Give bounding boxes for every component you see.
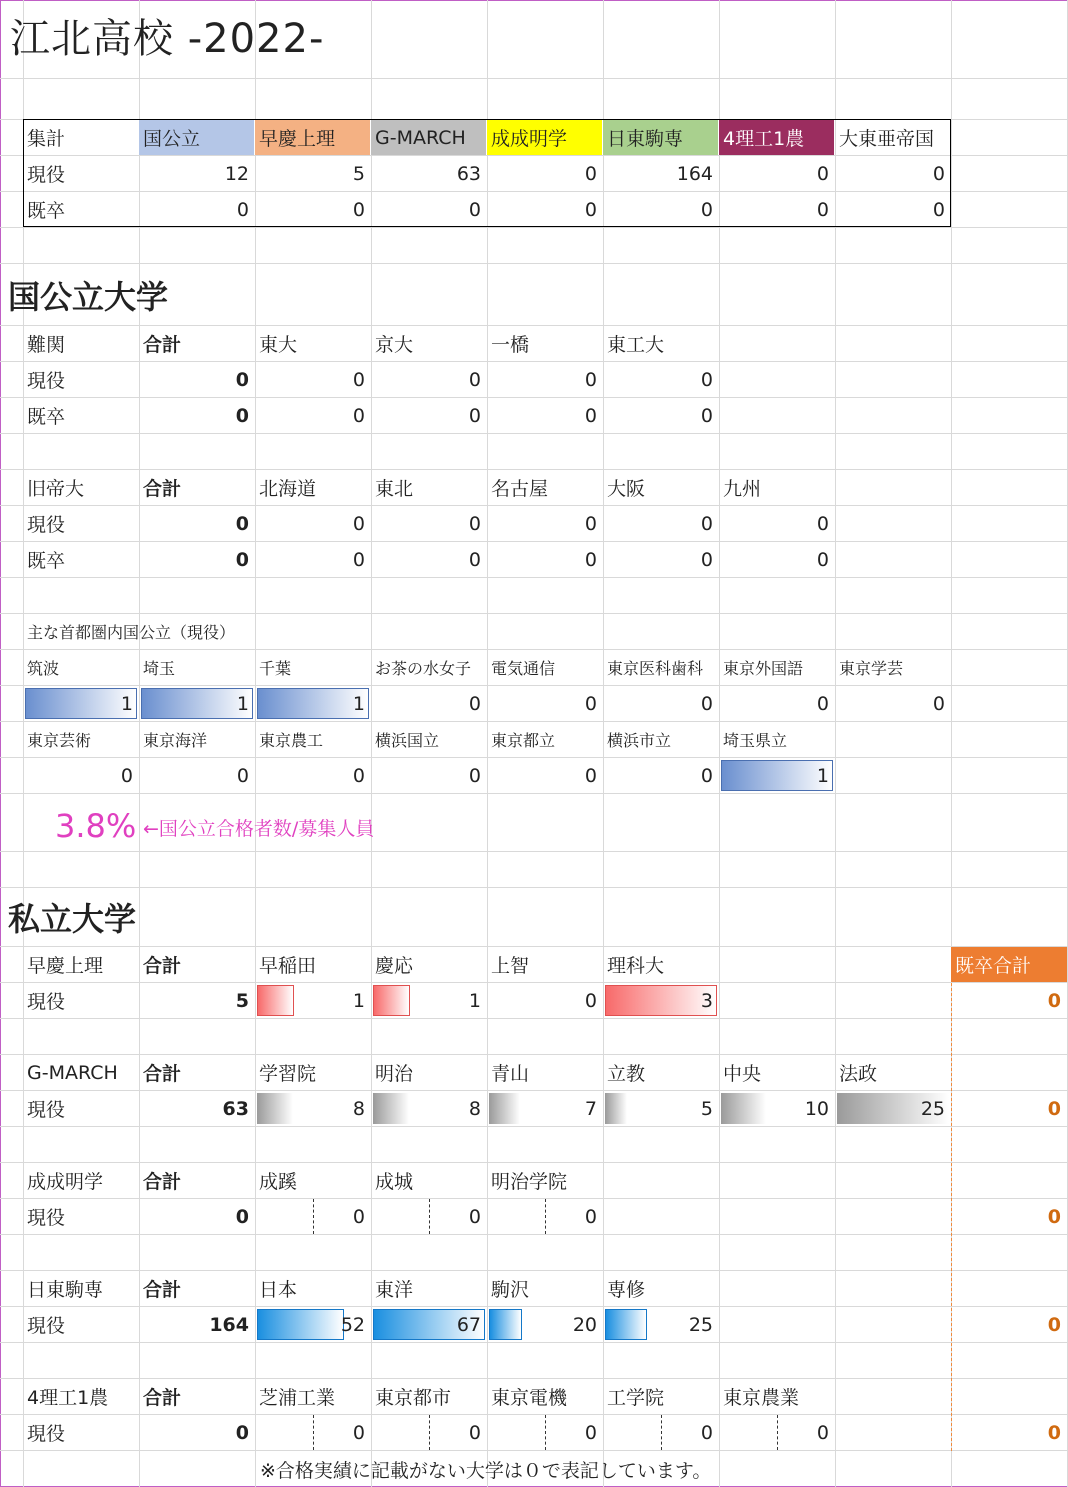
summary-cell: 0 xyxy=(932,162,945,185)
university-count: 25 xyxy=(688,1313,713,1336)
university-header: 北海道 xyxy=(259,478,317,500)
university-count: 1 xyxy=(352,989,365,1012)
university-count: 0 xyxy=(700,512,713,535)
university-header: 法政 xyxy=(839,1063,878,1085)
group-total: 164 xyxy=(209,1313,249,1336)
university-header: 合計 xyxy=(143,478,182,500)
university-count: 0 xyxy=(584,692,597,715)
university-count: 0 xyxy=(352,404,365,427)
row-label: 現役 xyxy=(27,514,66,536)
university-header: 東京農業 xyxy=(723,1387,800,1409)
summary-row-label: 既卒 xyxy=(27,200,66,222)
university-header: 東京電機 xyxy=(491,1387,568,1409)
university-count: 0 xyxy=(816,692,829,715)
university-header: 学習院 xyxy=(259,1063,317,1085)
group-total: 5 xyxy=(235,989,249,1012)
university-count: 0 xyxy=(584,1421,597,1444)
university-count: 0 xyxy=(468,764,481,787)
university-count: 1 xyxy=(236,692,249,715)
university-header: 合計 xyxy=(143,1279,182,1301)
university-header: 九州 xyxy=(723,478,762,500)
university-count: 0 xyxy=(352,368,365,391)
university-count: 0 xyxy=(468,1421,481,1444)
university-count: 0 xyxy=(584,1205,597,1228)
university-count: 0 xyxy=(352,1205,365,1228)
row-label: 既卒 xyxy=(27,550,66,572)
university-header: 横浜国立 xyxy=(375,731,440,750)
university-header: 上智 xyxy=(491,955,530,977)
university-header: 日本 xyxy=(259,1279,298,1301)
university-count: 25 xyxy=(920,1097,945,1120)
summary-cell: 0 xyxy=(816,198,829,221)
university-count: 5 xyxy=(700,1097,713,1120)
university-header: 駒沢 xyxy=(491,1279,530,1301)
university-header: 東京医科歯科 xyxy=(607,659,704,678)
university-header: 東京外国語 xyxy=(723,659,804,678)
university-count: 0 xyxy=(584,764,597,787)
row-label: 現役 xyxy=(27,1207,66,1229)
group-total: 63 xyxy=(222,1097,249,1120)
university-count: 0 xyxy=(700,548,713,571)
university-count: 1 xyxy=(120,692,133,715)
university-header: 埼玉県立 xyxy=(723,731,788,750)
university-count: 0 xyxy=(352,764,365,787)
university-count: 1 xyxy=(816,764,829,787)
university-count: 0 xyxy=(816,1421,829,1444)
university-header: 千葉 xyxy=(259,659,292,678)
group-total: 0 xyxy=(235,1205,249,1228)
summary-cell: 0 xyxy=(584,162,597,185)
summary-header-5: 日東駒専 xyxy=(603,120,718,155)
university-header: 電気通信 xyxy=(491,659,556,678)
university-count: 0 xyxy=(700,404,713,427)
university-count: 0 xyxy=(352,1421,365,1444)
university-count: 0 xyxy=(352,548,365,571)
university-count: 0 xyxy=(584,989,597,1012)
university-header: 東工大 xyxy=(607,334,665,356)
group-total: 0 xyxy=(235,548,249,571)
university-header: 明治 xyxy=(375,1063,414,1085)
university-count: 20 xyxy=(572,1313,597,1336)
university-count: 0 xyxy=(816,512,829,535)
summary-header-7: 大東亜帝国 xyxy=(839,128,935,150)
row-label: 現役 xyxy=(27,1423,66,1445)
group-total: 0 xyxy=(235,512,249,535)
university-count: 0 xyxy=(120,764,133,787)
kisotsu-total-value: 0 xyxy=(1047,989,1061,1012)
university-header: 合計 xyxy=(143,1063,182,1085)
university-count: 0 xyxy=(584,368,597,391)
summary-cell: 0 xyxy=(584,198,597,221)
university-count: 0 xyxy=(584,404,597,427)
university-count: 0 xyxy=(816,548,829,571)
summary-header-2: 早慶上理 xyxy=(255,120,370,155)
university-header: 東北 xyxy=(375,478,414,500)
university-header: 明治学院 xyxy=(491,1171,568,1193)
summary-header-6: 4理工1農 xyxy=(719,120,834,155)
group-label: 日東駒専 xyxy=(27,1279,104,1301)
university-count: 0 xyxy=(700,368,713,391)
university-count: 8 xyxy=(352,1097,365,1120)
summary-row-label: 現役 xyxy=(27,164,66,186)
university-header: 東京都市 xyxy=(375,1387,452,1409)
university-header: 慶応 xyxy=(375,955,414,977)
summary-cell: 0 xyxy=(816,162,829,185)
capital-list-title: 主な首都圏内国公立（現役） xyxy=(27,623,236,642)
group-total: 0 xyxy=(235,368,249,391)
university-header: 大阪 xyxy=(607,478,646,500)
university-count: 3 xyxy=(700,989,713,1012)
university-count: 1 xyxy=(352,692,365,715)
kisotsu-total-value: 0 xyxy=(1047,1097,1061,1120)
university-count: 0 xyxy=(932,692,945,715)
university-header: 一橋 xyxy=(491,334,530,356)
group-label: G-MARCH xyxy=(27,1061,118,1084)
university-header: 名古屋 xyxy=(491,478,549,500)
university-header: 青山 xyxy=(491,1063,530,1085)
university-header: 合計 xyxy=(143,1171,182,1193)
national-heading: 国公立大学 xyxy=(8,278,169,316)
university-count: 0 xyxy=(352,512,365,535)
university-count: 0 xyxy=(468,512,481,535)
university-header: 東大 xyxy=(259,334,298,356)
kisotsu-total-value: 0 xyxy=(1047,1313,1061,1336)
university-count: 7 xyxy=(584,1097,597,1120)
university-header: 成城 xyxy=(375,1171,414,1193)
summary-cell: 0 xyxy=(236,198,249,221)
summary-cell: 164 xyxy=(676,162,713,185)
row-label: 現役 xyxy=(27,991,66,1013)
university-header: 東京農工 xyxy=(259,731,324,750)
university-count: 0 xyxy=(700,764,713,787)
university-count: 0 xyxy=(468,404,481,427)
university-header: 横浜市立 xyxy=(607,731,672,750)
university-count: 0 xyxy=(236,764,249,787)
group-label: 早慶上理 xyxy=(27,955,104,977)
university-count: 0 xyxy=(700,692,713,715)
university-header: 合計 xyxy=(143,334,182,356)
university-count: 1 xyxy=(468,989,481,1012)
university-header: お茶の水女子 xyxy=(375,659,472,678)
university-header: 筑波 xyxy=(27,659,60,678)
group-label: 4理工1農 xyxy=(27,1387,109,1409)
university-header: 埼玉 xyxy=(143,659,176,678)
university-count: 0 xyxy=(584,512,597,535)
kisotsu-total-header: 既卒合計 xyxy=(951,947,1067,982)
university-header: 早稲田 xyxy=(259,955,317,977)
summary-cell: 0 xyxy=(932,198,945,221)
university-header: 合計 xyxy=(143,955,182,977)
row-label: 現役 xyxy=(27,1315,66,1337)
summary-cell: 63 xyxy=(456,162,481,185)
group-label: 成成明学 xyxy=(27,1171,104,1193)
university-header: 東京都立 xyxy=(491,731,556,750)
row-label: 既卒 xyxy=(27,406,66,428)
summary-header-4: 成成明学 xyxy=(487,120,602,155)
university-count: 0 xyxy=(468,692,481,715)
university-count: 52 xyxy=(340,1313,365,1336)
university-count: 0 xyxy=(700,1421,713,1444)
university-count: 10 xyxy=(804,1097,829,1120)
summary-cell: 0 xyxy=(700,198,713,221)
university-header: 合計 xyxy=(143,1387,182,1409)
university-header: 東京学芸 xyxy=(839,659,904,678)
summary-cell: 0 xyxy=(468,198,481,221)
national-ratio-note: ←国公立合格者数/募集人員 xyxy=(143,817,375,840)
row-label: 現役 xyxy=(27,1099,66,1121)
footnote: ※合格実績に記載がない大学は０で表記しています。 xyxy=(260,1459,712,1482)
university-count: 8 xyxy=(468,1097,481,1120)
university-header: 立教 xyxy=(607,1063,646,1085)
university-header: 東京海洋 xyxy=(143,731,208,750)
university-count: 0 xyxy=(584,548,597,571)
group-label: 旧帝大 xyxy=(27,478,85,500)
university-header: 成蹊 xyxy=(259,1171,298,1193)
row-label: 現役 xyxy=(27,370,66,392)
university-header: 理科大 xyxy=(607,955,665,977)
summary-header-1: 国公立 xyxy=(139,120,254,155)
summary-cell: 12 xyxy=(224,162,249,185)
summary-cell: 5 xyxy=(352,162,365,185)
summary-cell: 0 xyxy=(352,198,365,221)
university-header: 工学院 xyxy=(607,1387,665,1409)
summary-header-label: 集計 xyxy=(27,128,66,150)
university-header: 中央 xyxy=(723,1063,762,1085)
group-total: 0 xyxy=(235,404,249,427)
national-ratio: 3.8% xyxy=(55,807,137,845)
kisotsu-total-value: 0 xyxy=(1047,1205,1061,1228)
page-title: 江北高校 -2022- xyxy=(10,16,325,62)
university-header: 東京芸術 xyxy=(27,731,92,750)
university-header: 芝浦工業 xyxy=(259,1387,336,1409)
university-header: 京大 xyxy=(375,334,414,356)
group-total: 0 xyxy=(235,1421,249,1444)
university-count: 0 xyxy=(468,368,481,391)
university-header: 専修 xyxy=(607,1279,646,1301)
group-label: 難関 xyxy=(27,334,66,356)
university-count: 0 xyxy=(468,1205,481,1228)
kisotsu-total-value: 0 xyxy=(1047,1421,1061,1444)
university-header: 東洋 xyxy=(375,1279,414,1301)
summary-header-3: G-MARCH xyxy=(371,120,486,155)
private-heading: 私立大学 xyxy=(8,900,137,938)
university-count: 0 xyxy=(468,548,481,571)
university-count: 67 xyxy=(456,1313,481,1336)
